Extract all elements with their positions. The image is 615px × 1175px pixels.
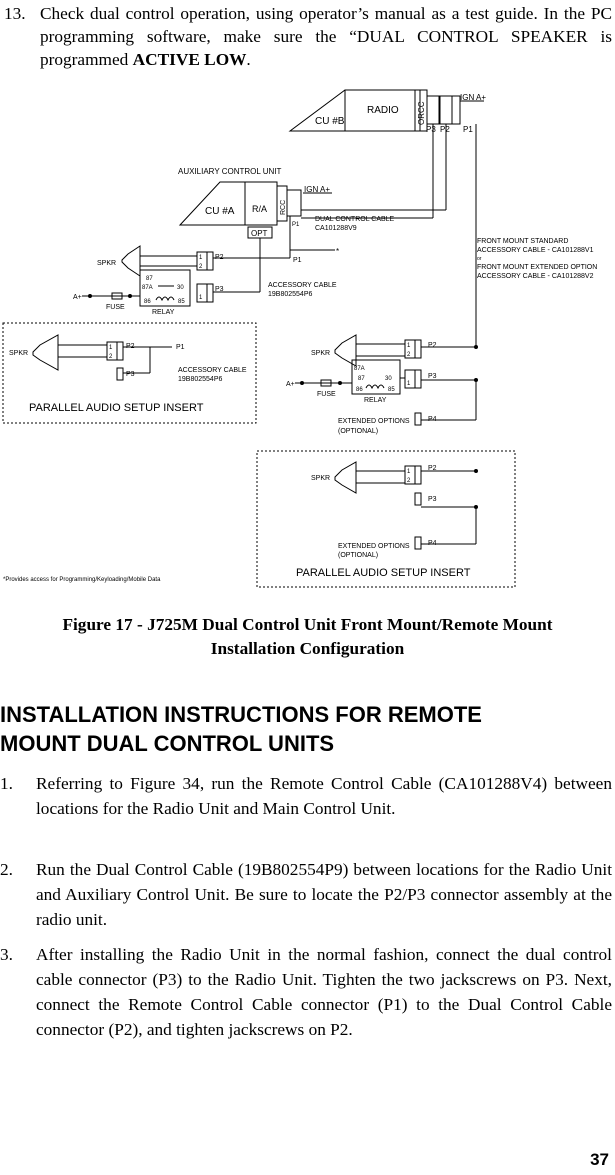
instruction-number: 2. [0, 860, 13, 879]
footnote-marker: * [336, 247, 340, 256]
upper-p3-label: P3 [215, 286, 224, 293]
step-number: 13. [4, 4, 26, 23]
caption-line-1: Figure 17 - J725M Dual Control Unit Front Mount/Remote Mount [62, 615, 553, 634]
fm-ext-cable: ACCESSORY CABLE - CA101288V2 [477, 273, 594, 280]
radio-label: RADIO [367, 105, 399, 116]
lower-optional: (OPTIONAL) [338, 552, 379, 559]
upper-p2-pin2: 2 [199, 264, 203, 270]
mid-p2-label: P2 [428, 342, 437, 349]
ign-aux-label: IGN A+ [304, 185, 331, 194]
instruction-number: 3. [0, 945, 13, 964]
upper-p3-pin1: 1 [199, 295, 203, 301]
left-spkr-label: SPKR [9, 350, 29, 357]
upper-acc-cable-number: 19B802554P6 [268, 291, 313, 298]
lower-parallel-label: PARALLEL AUDIO SETUP INSERT [296, 567, 471, 579]
heading-line-2: MOUNT DUAL CONTROL UNITS [0, 731, 335, 756]
instruction-number: 1. [0, 774, 13, 793]
instruction-item [0, 857, 612, 932]
opt-label: OPT [251, 229, 268, 238]
figure-footnote: *Provides access for Programming/Keyloading/Mobile Data [3, 577, 161, 583]
mid-relay-87a: 87A [354, 366, 365, 372]
mid-fuse-label: FUSE [317, 391, 336, 398]
left-acc-cable: ACCESSORY CABLE [178, 367, 247, 374]
mid-ext-options: EXTENDED OPTIONS [338, 418, 410, 425]
figure-caption [0, 613, 615, 661]
mid-p3-label: P3 [428, 373, 437, 380]
radio-p2-connector [440, 96, 452, 124]
installation-diagram [0, 84, 615, 594]
mid-optional: (OPTIONAL) [338, 428, 379, 435]
upper-relay-30: 30 [177, 285, 184, 291]
fm-or: or [477, 256, 482, 262]
left-p2-shell [117, 342, 123, 360]
radio-p1-connector [452, 96, 460, 124]
lower-p4-label: P4 [428, 540, 437, 547]
mid-spkr-label: SPKR [311, 350, 331, 357]
p1-top-label: P1 [463, 125, 473, 134]
caption-line-2: Installation Configuration [210, 639, 405, 658]
page-number: 37 [590, 1150, 609, 1169]
instruction-item [0, 771, 612, 821]
mid-p3-shell [415, 370, 421, 388]
aux-connector [287, 190, 301, 216]
mid-relay-86: 86 [356, 387, 363, 393]
lower-spkr-label: SPKR [311, 475, 331, 482]
mid-relay-label: RELAY [364, 397, 387, 404]
instruction-text: Run the Dual Control Cable (19B802554P9) between locations for the Radio Unit and Auxiliary Control Unit. Be sure to locate the P2/P3 connector assembly at the radio unit. [36, 860, 612, 929]
lower-p3-shell [415, 493, 421, 505]
fm-std-cable: ACCESSORY CABLE - CA101288V1 [477, 247, 594, 254]
fm-std-label: FRONT MOUNT STANDARD [477, 238, 569, 245]
upper-fuse-label: FUSE [106, 304, 125, 311]
lower-speaker [335, 462, 356, 493]
upper-p2-shell [207, 252, 213, 270]
mid-relay-87: 87 [358, 376, 365, 382]
left-parallel-label: PARALLEL AUDIO SETUP INSERT [29, 402, 204, 414]
cu-a-label: CU #A [205, 206, 235, 217]
instruction-text: Referring to Figure 34, run the Remote Control Cable (CA101288V4) between locations for the Radio Unit and Main Control Unit. [36, 774, 612, 818]
left-speaker [33, 335, 58, 370]
upper-relay-86: 86 [144, 299, 151, 305]
ria-label: R/A [252, 204, 268, 214]
left-p2-pin1: 1 [109, 345, 113, 351]
left-p1-label: P1 [176, 344, 185, 351]
step-13 [4, 2, 612, 71]
radio-p3-connector [427, 96, 439, 124]
mid-p3-pin1: 1 [407, 381, 411, 387]
lower-ext-options: EXTENDED OPTIONS [338, 543, 410, 550]
mid-p4-shell [415, 413, 421, 425]
left-p3-label: P3 [126, 371, 135, 378]
p2-top-label: P2 [440, 125, 450, 134]
lower-p4-shell [415, 537, 421, 549]
upper-spkr-label: SPKR [97, 260, 117, 267]
upper-speaker [122, 246, 140, 276]
step-text: Check dual control operation, using operator’s manual as a test guide. In the PC programming software, make sure the “DUAL CONTROL SPEAKER is programmed ACTIVE LOW. [40, 4, 612, 69]
p3-top-label: P3 [426, 125, 436, 134]
upper-a-plus: A+ [73, 294, 82, 301]
dual-cable-label: DUAL CONTROL CABLE [315, 216, 395, 223]
section-heading [0, 700, 610, 758]
upper-p2-label: P2 [215, 254, 224, 261]
left-p2-label: P2 [126, 343, 135, 350]
rcc-label: RCC [280, 199, 287, 215]
upper-relay-87a: 87A [142, 285, 153, 291]
upper-acc-cable: ACCESSORY CABLE [268, 282, 337, 289]
lower-p2-label: P2 [428, 465, 437, 472]
mid-relay-85: 85 [388, 387, 395, 393]
cu-b-label: CU #B [315, 116, 345, 127]
orcc-label: ORCC [417, 101, 426, 125]
aux-title: AUXILIARY CONTROL UNIT [178, 167, 282, 176]
upper-p3-shell [207, 284, 213, 302]
mid-speaker [335, 335, 356, 366]
lower-p2-pin2: 2 [407, 478, 411, 484]
upper-relay-85: 85 [178, 299, 185, 305]
instruction-item [0, 942, 612, 1042]
heading-line-1: INSTALLATION INSTRUCTIONS FOR REMOTE [0, 702, 482, 727]
instruction-text: After installing the Radio Unit in the normal fashion, connect the dual control cable connector (P3) to the Radio Unit. Tighten the two jackscrews on P3. Next, connect the Remote Control Cable connector (P1) to the Dual Control Cable connector (P2), and tighten jackscrews on P2. [36, 945, 612, 1039]
lower-p3-label: P3 [428, 496, 437, 503]
left-acc-cable-number: 19B802554P6 [178, 376, 223, 383]
mid-p2-pin2: 2 [407, 352, 411, 358]
left-p2-pin2: 2 [109, 354, 113, 360]
upper-p1-label: P1 [293, 257, 302, 264]
upper-relay-label: RELAY [152, 309, 175, 316]
mid-relay-30: 30 [385, 376, 392, 382]
mid-a-plus: A+ [286, 381, 295, 388]
cu-a-unit [180, 182, 245, 225]
cu-b-unit [290, 90, 420, 131]
lower-p2-shell [415, 466, 421, 484]
lower-p2-pin1: 1 [407, 469, 411, 475]
mid-p2-shell [415, 340, 421, 358]
active-low-emphasis: ACTIVE LOW [132, 50, 247, 69]
upper-relay-87: 87 [146, 276, 153, 282]
ign-top-label: IGN A+ [460, 93, 487, 102]
dual-cable-number: CA101288V9 [315, 225, 357, 232]
fm-ext-label: FRONT MOUNT EXTENDED OPTION [477, 264, 598, 271]
mid-p4-label: P4 [428, 416, 437, 423]
upper-p2-pin1: 1 [199, 255, 203, 261]
p1-aux-label: P1 [292, 222, 300, 228]
left-p3-shell [117, 368, 123, 380]
mid-p2-pin1: 1 [407, 343, 411, 349]
